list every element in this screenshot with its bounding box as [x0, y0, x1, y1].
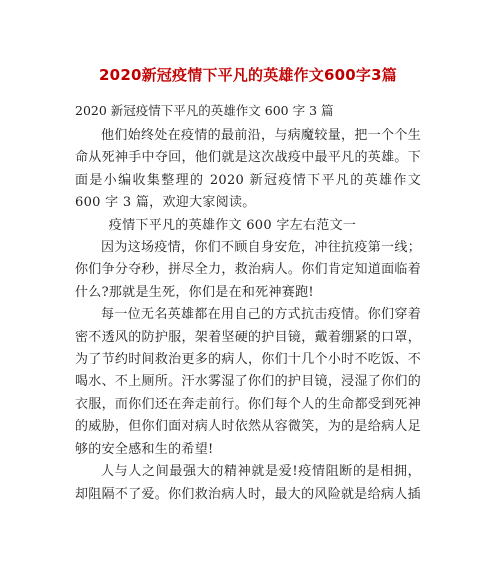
body-paragraph: 人与人之间最强大的精神就是爱!疫情阻断的是相拥，却阻隔不了爱。你们救治病人时，最大的风险就是给病人插	[75, 464, 421, 502]
section-heading: 疫情下平凡的英雄作文 600 字左右范文一	[108, 217, 357, 233]
document-body	[75, 125, 421, 506]
document-subtitle: 2020 新冠疫情下平凡的英雄作文 600 字 3 篇	[75, 103, 334, 118]
body-paragraph: 每一位无名英雄都在用自己的方式抗击疫情。你们穿着密不透风的防护服，架着坚硬的护目镜，戴着绷紧的口罩，为了节约时间救治更多的病人，你们十几个小时不吃饭、不喝水、不上厕所。汗水雾湿了你们的护目镜，浸湿了你们的衣服，而你们还在奔走前行。你们每个人的生命都受到死神的威胁，但你们面对病人时依然从容微笑，为的是给病人足够的安全感和生的希望!	[75, 307, 421, 457]
body-paragraph: 因为这场疫情，你们不顾自身安危，冲往抗疫第一线；你们争分夺秒，拼尽全力，救治病人。你们肯定知道面临着什么?那就是生死，你们是在和死神赛跑!	[75, 240, 421, 300]
intro-paragraph: 他们始终处在疫情的最前沿，与病魔较量，把一个个生命从死神手中夺回，他们就是这次战疫中最平凡的英雄。下面是小编收集整理的 2020 新冠疫情下平凡的英雄作文 600 字 3 篇，欢迎大家阅读。	[75, 128, 421, 211]
document-title: 2020新冠疫情下平凡的英雄作文600字3篇	[99, 66, 397, 84]
